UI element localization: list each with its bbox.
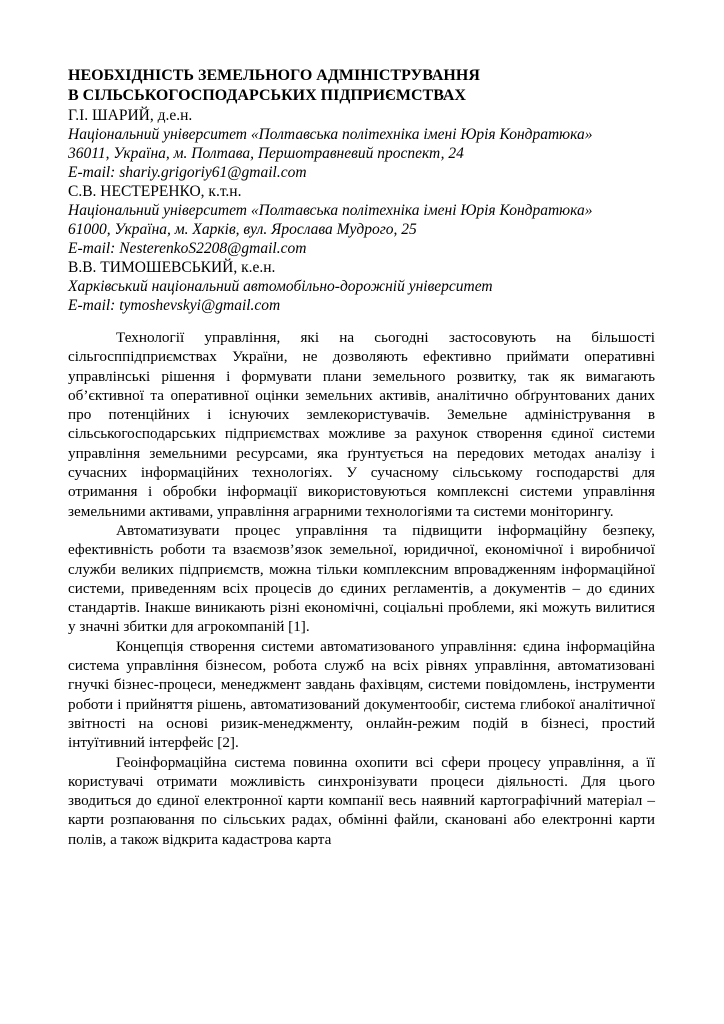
author-affiliation: Національний університет «Полтавська політехніка імені Юрія Кондратюка»	[68, 126, 593, 143]
author-name: В.В. ТИМОШЕВСЬКИЙ, к.е.н.	[68, 259, 276, 276]
author-block	[68, 258, 655, 315]
author-address: 61000, Україна, м. Харків, вул. Ярослава Мудрого, 25	[68, 221, 417, 238]
paper-page	[68, 66, 655, 849]
body-paragraph: Технології управління, які на сьогодні застосовують на більшості сільгосппідприємствах України, не дозволяють ефективно приймати оперативні управлінські рішення і формувати плани земельного розвитку, так як вимагають об’єктивної та оперативної оцінки земельних активів, аналітично обґрунтованих даних про потенційних і існуючих землекористувачів. Земельне адміністрування в сільськогосподарських підприємствах можливе за рахунок створення єдиної системи управління земельними ресурсами, яка ґрунтується на передових методах аналізу і сучасних інформаційних технологіях. У сучасному сільському господарстві для отримання і обробки інформації використовуються комплексні системи управління земельними активами, управління аграрними технологіями та системи моніторингу.	[68, 329, 655, 520]
author-affiliation: Харківський національний автомобільно-дорожній університет	[68, 278, 493, 295]
body-paragraph: Концепція створення системи автоматизованого управління: єдина інформаційна система управління бізнесом, робота служб на всіх рівнях управління, автоматизовані гнучкі бізнес-процеси, менеджмент завдань фахівцям, системи повідомлень, інструменти роботи і прийняття рішень, автоматизований документообіг, система глибокої аналітичної звітності на основі ризик-менеджменту, онлайн-режим подій в бізнесі, простий інтуїтивний інтерфейс [2].	[68, 637, 655, 752]
body-text	[68, 328, 655, 849]
author-affiliation: Національний університет «Полтавська політехніка імені Юрія Кондратюка»	[68, 202, 593, 219]
author-name: С.В. НЕСТЕРЕНКО, к.т.н.	[68, 183, 242, 200]
author-address: 36011, Україна, м. Полтава, Першотравневий проспект, 24	[68, 145, 464, 162]
title-line: НЕОБХІДНІСТЬ ЗЕМЕЛЬНОГО АДМІНІСТРУВАННЯ	[68, 67, 480, 84]
author-name: Г.І. ШАРИЙ, д.е.н.	[68, 107, 193, 124]
author-email[interactable]: E-mail: tymoshevskyi@gmail.com	[68, 297, 281, 314]
author-email[interactable]: E-mail: NesterenkoS2208@gmail.com	[68, 240, 307, 257]
title-line: В СІЛЬСЬКОГОСПОДАРСЬКИХ ПІДПРИЄМСТВАХ	[68, 87, 466, 104]
body-paragraph: Автоматизувати процес управління та підвищити інформаційну безпеку, ефективність роботи та взаємозв’язок земельної, юридичної, економічної і виробничої служби великих підприємств, можна тільки комплексним впровадженням інформаційної системи, приведенням всіх процесів до єдиних регламентів, а документів – до єдиних стандартів. Інакше виникають різні економічні, соціальні проблеми, які можуть вилитися у значні збитки для агрокомпаній [1].	[68, 521, 655, 636]
body-paragraph: Геоінформаційна система повинна охопити всі сфери процесу управління, а її користувачі отримати можливість синхронізувати процеси діяльності. Для цього зводиться до єдиної електронної карти компанії весь наявний картографічний матеріал – карти розпаювання по сільських радах, обмінні файли, скановані або електронні карти полів, а також відкрита кадастрова карта	[68, 753, 655, 848]
paper-title	[68, 66, 655, 106]
author-block	[68, 106, 655, 182]
author-block	[68, 182, 655, 258]
author-email[interactable]: E-mail: shariy.grigoriy61@gmail.com	[68, 164, 307, 181]
